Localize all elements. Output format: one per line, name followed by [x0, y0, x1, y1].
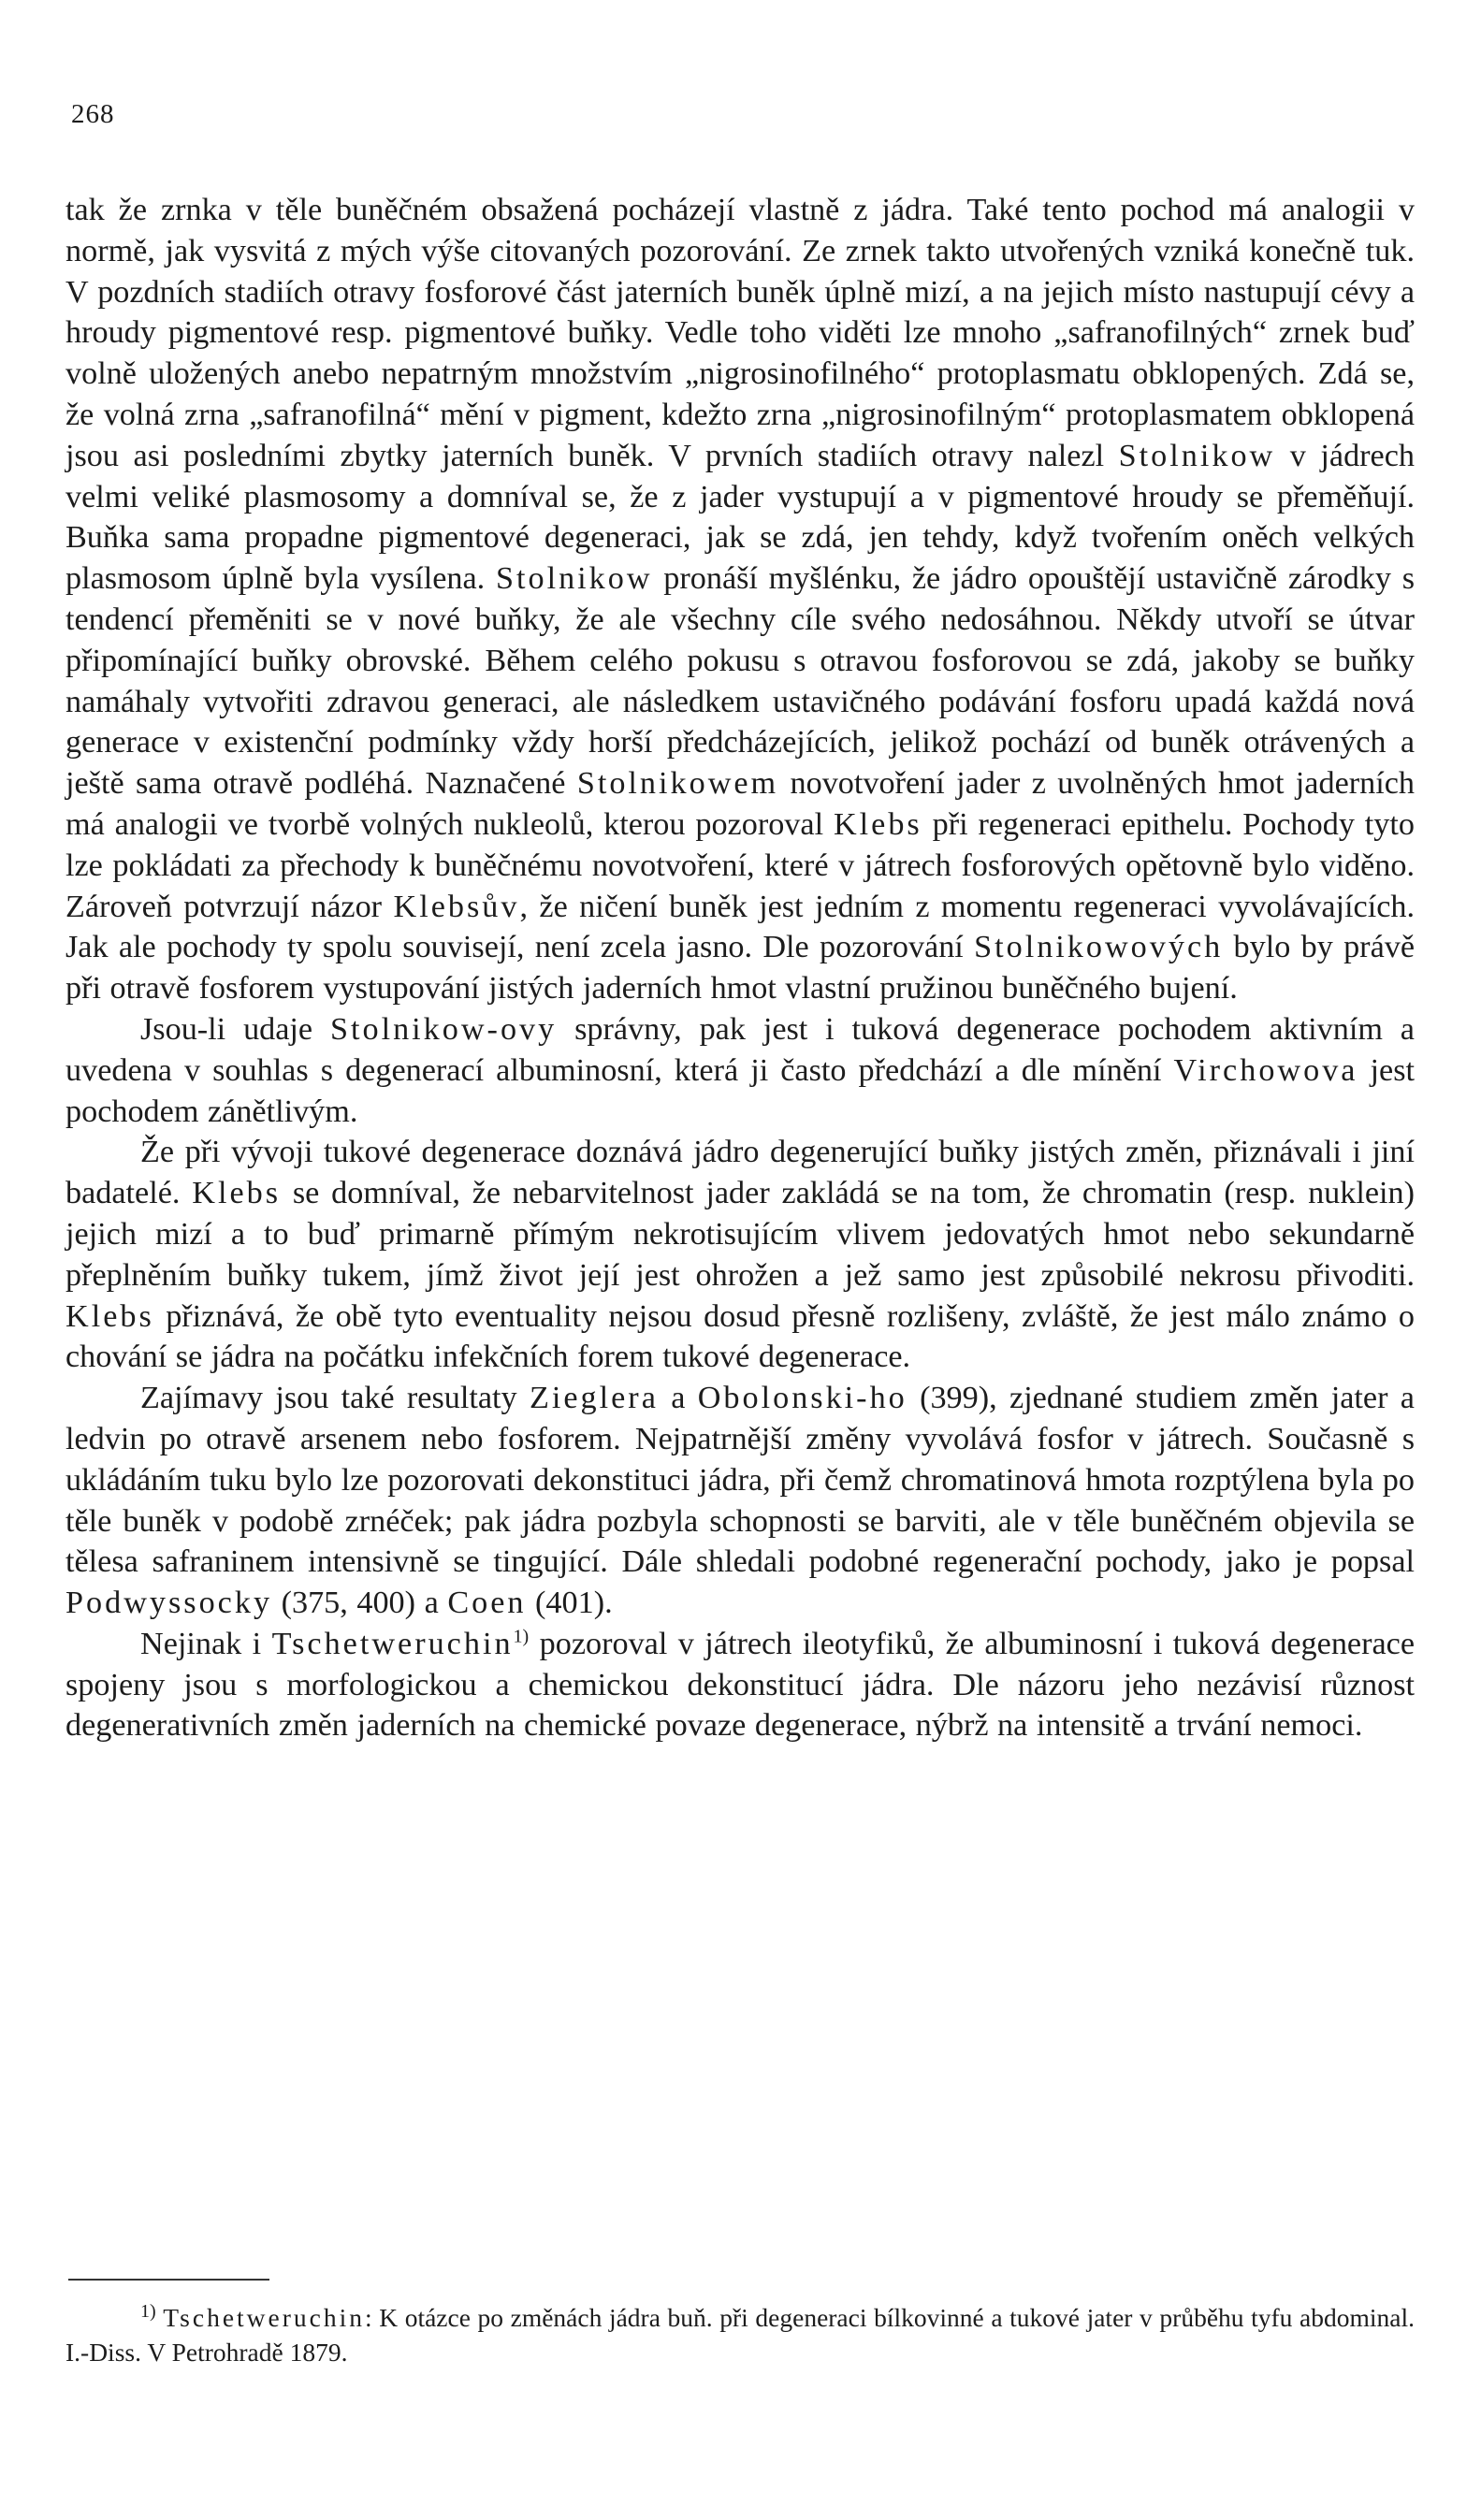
footnote-text: : K otázce po změnách jádra buň. při degeneraci bílkovinné a tukové jater v průběhu tyfu abdominal. I.-Diss. V Petrohradě 1879. — [65, 2303, 1415, 2367]
footnote-reference: 1) — [513, 1626, 530, 1647]
paragraph-3: Že při vývoji tukové degenerace doznává jádro degenerující buňky jistých změn, přiznávali i jiní badatelé. Klebs se domníval, že nebarvitelnost jader zakládá se na tom, že chromatin (resp. nuklein) jejich mizí a to buď primarně přímým nekrotisujícím vlivem jedovatých hmot nebo sekundarně přeplněním buňky tukem, jímž život její jest ohrožen a jež samo jest způsobilé nekrosu přivoditi. Klebs přiznává, že obě tyto eventuality nejsou dosud přesně rozlišeny, zvláště, že jest málo známo o chování se jádra na počátku infekčních forem tukové degenerace. — [65, 1135, 1415, 1375]
paragraph-1: tak že zrnka v těle buněčném obsažená pocházejí vlastně z jádra. Také tento pochod má analogii v normě, jak vysvitá z mých výše citovaných pozorování. Ze zrnek takto utvořených vzniká konečně tuk. V pozdních stadiích otravy fosforové část jaterních buněk úplně mizí, a na jejich místo nastupují cévy a hroudy pigmentové resp. pigmentové buňky. Vedle toho viděti lze mnoho „safranofilných“ zrnek buď volně uložených anebo nepatrným množstvím „nigrosinofilného“ protoplasmatu obklopených. Zdá se, že volná zrna „safranofilná“ mění v pigment, kdežto zrna „nigrosinofilným“ protoplasmatem obklopená jsou asi posledními zbytky jaterních buněk. V prvních stadiích otravy nalezl Stolnikow v jádrech velmi veliké plasmosomy a domníval se, že z jader vystupují a v pigmentové hroudy se přeměňují. Buňka sama propadne pigmentové degeneraci, jak se zdá, jen tehdy, když tvořením oněch velkých plasmosom úplně byla vysílena. Stolnikow pronáší myšlénku, že jádro opouštějí ustavičně zárodky s tendencí přeměniti se v nové buňky, že ale všechny cíle svého nedosáhnou. Někdy utvoří se útvar připomínající buňky obrovské. Během celého pokusu s otravou fosforovou se zdá, jakoby se buňky namáhaly vytvořiti zdravou generaci, ale následkem ustavičného podávání fosforu upadá každá nová generace v existenční podmínky vždy horší předcházejících, jelikož pochází od buněk otrávených a ještě sama otravě podléhá. Naznačené Stolnikowem novotvoření jader z uvolněných hmot jaderních má analogii ve tvorbě volných nukleolů, kterou pozoroval Klebs při regeneraci epithelu. Pochody tyto lze pokládati za přechody k buněčnému novotvoření, které v játrech fosforových opětovně bylo viděno. Zároveň potvrzují názor Klebsův, že ničení buněk jest jedním z momentu regeneraci vyvolávajících. Jak ale pochody ty spolu souvisejí, není zcela jasno. Dle pozorování Stolnikowových bylo by právě při otravě fosforem vystupování jistých jaderních hmot vlastní pružinou buněčného bujení. — [65, 193, 1416, 1007]
paragraph-2: Jsou-li udaje Stolnikow-ovy správny, pak jest i tuková degenerace pochodem aktivním a uvedena v souhlas s degenerací albuminosní, která ji často předchází a dle mínění Virchowova jest pochodem zánětlivým. — [65, 1011, 1415, 1129]
author-name: Stolnikow-ovy — [329, 1011, 558, 1047]
footnote-rule — [68, 2279, 269, 2281]
author-name: Klebs — [833, 806, 922, 842]
paragraph-5: Nejinak i Tschetweruchin$^{1)}$ pozoroval v játrech ileotyfiků, že albuminosní i tuková degenerace spojeny jsou s morfologickou a chemickou dekonstitucí jádra. Dle názoru jeho nezávisí různost degenerativních změn jaderních na chemické povaze degenerace, nýbrž na intensitě a trvání nemoci. — [65, 1626, 1415, 1744]
author-name: Tschetweruchin — [271, 1626, 514, 1661]
author-name: Virchowova — [1173, 1052, 1358, 1088]
paragraph-4: Zajímavy jsou také resultaty Zieglera a Obolonski-ho (399), zjednané studiem změn jater a ledvin po otravě arsenem nebo fosforem. Nejpatrnější změny vyvolává fosfor v játrech. Současně s ukládáním tuku bylo lze pozorovati dekonstituci jádra, při čemž chromatinová hmota rozptýlena byla po těle buněk v podobě zrnéček; pak jádra pozbyla schopnosti se barviti, ale v těle buněčném objevila se tělesa safraninem intensivně se tingující. Dále shledali podobné regenerační pochody, jako je popsal Podwyssocky (375, 400) a Coen (401). — [65, 1381, 1415, 1621]
footnote — [65, 2300, 1415, 2369]
author-name: Podwyssocky — [65, 1586, 273, 1621]
author-name: Klebsův — [393, 889, 520, 924]
author-name: Coen — [447, 1586, 527, 1621]
author-name: Stolnikow — [495, 561, 653, 597]
author-name: Stolnikow — [1118, 438, 1276, 473]
footnote-author: Tschetweruchin — [163, 2303, 365, 2332]
author-name: Klebs — [192, 1176, 282, 1211]
author-name: Klebs — [65, 1298, 154, 1334]
page-number: 268 — [71, 99, 115, 129]
author-name: Obolonski-ho — [697, 1381, 907, 1416]
author-name: Stolnikowem — [576, 766, 779, 802]
author-name: Stolnikowových — [974, 930, 1224, 965]
author-name: Zieglera — [529, 1381, 659, 1416]
body-text — [65, 190, 1415, 1746]
footnote-marker: 1) — [140, 2300, 156, 2322]
